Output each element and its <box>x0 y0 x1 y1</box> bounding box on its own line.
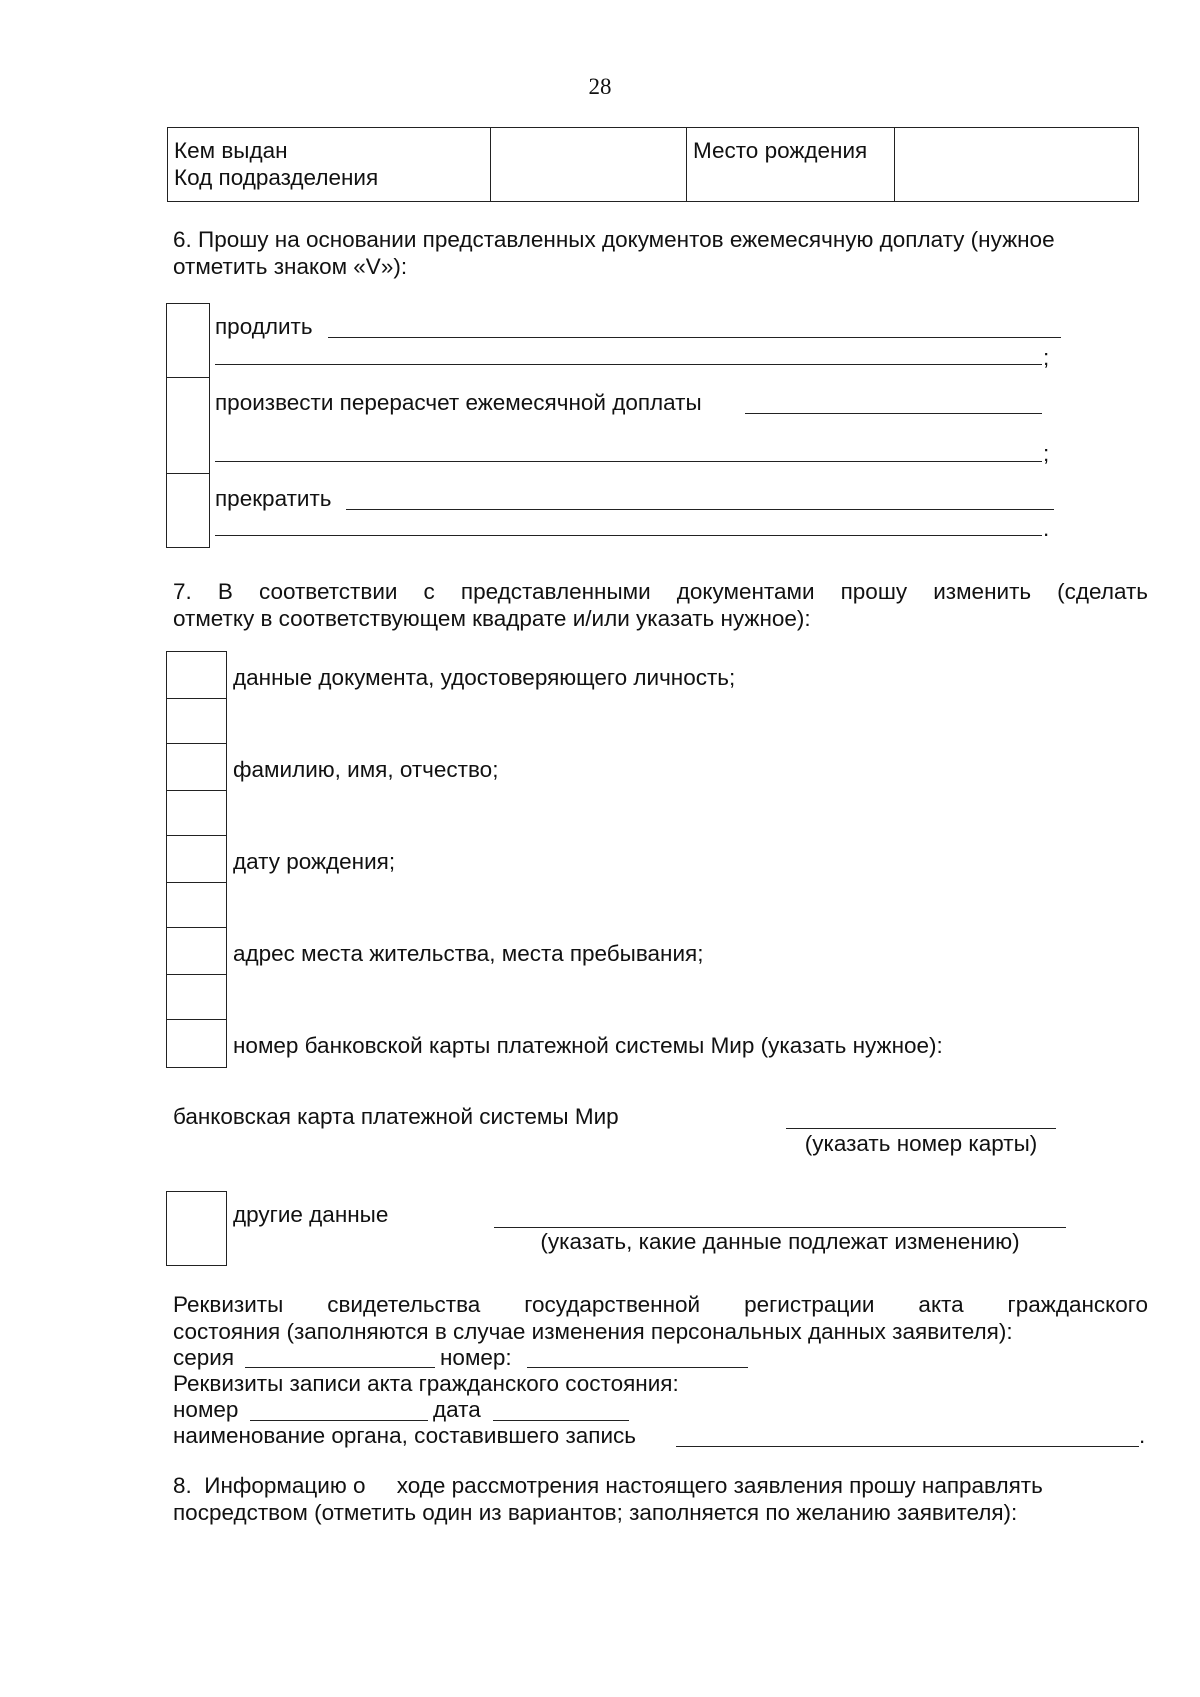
authority-end-mark: . <box>1139 1423 1146 1448</box>
other-data-line[interactable] <box>494 1227 1066 1228</box>
record-date-label: дата <box>433 1397 481 1422</box>
authority-line[interactable] <box>676 1446 1139 1447</box>
checkbox-spacer-3 <box>166 882 227 929</box>
record-title: Реквизиты записи акта гражданского состояния: <box>173 1371 679 1396</box>
section8-line2: посредством (отметить один из вариантов; заполняется по желанию заявителя): <box>173 1500 1018 1525</box>
section6-intro-line1: 6. Прошу на основании представленных документов ежемесячную доплату (нужное <box>173 227 1055 252</box>
passport-info-table <box>167 127 1139 202</box>
recalculate-fill-line-1[interactable] <box>745 413 1042 414</box>
option-birth-date-label: дату рождения; <box>233 849 396 874</box>
authority-label: наименование органа, составившего запись <box>173 1423 636 1448</box>
checkbox-spacer-1 <box>166 698 227 745</box>
extend-fill-line-1[interactable] <box>328 337 1061 338</box>
recalculate-fill-line-2[interactable] <box>215 461 1042 462</box>
issued-by-value[interactable] <box>491 128 687 202</box>
checkbox-birth-date[interactable] <box>166 835 227 884</box>
checkbox-spacer-4 <box>166 974 227 1021</box>
checkbox-other-data[interactable] <box>166 1191 227 1266</box>
birthplace-value[interactable] <box>895 128 1139 202</box>
checkbox-extend[interactable] <box>166 303 210 379</box>
extend-end-mark: ; <box>1043 345 1050 370</box>
record-number-line[interactable] <box>250 1420 428 1421</box>
bank-card-hint: (указать номер карты) <box>804 1131 1038 1156</box>
other-data-label: другие данные <box>233 1202 389 1227</box>
section7-intro-line2: отметку в соответствующем квадрате и/или указать нужное): <box>173 606 811 631</box>
checkbox-recalculate[interactable] <box>166 377 210 475</box>
extend-fill-line-2[interactable] <box>215 364 1042 365</box>
recalculate-end-mark: ; <box>1043 441 1050 466</box>
section8-line1: 8. Информацию о ходе рассмотрения настоящего заявления прошу направлять <box>173 1473 1043 1498</box>
checkbox-full-name[interactable] <box>166 743 227 792</box>
option-extend-label: продлить <box>215 314 313 339</box>
page-number: 28 <box>588 74 612 99</box>
checkbox-terminate[interactable] <box>166 473 210 548</box>
certificate-number-label: номер: <box>440 1345 512 1370</box>
checkbox-address[interactable] <box>166 927 227 976</box>
option-terminate-label: прекратить <box>215 486 332 511</box>
section6-intro-line2: отметить знаком «V»): <box>173 254 408 279</box>
checkbox-spacer-2 <box>166 790 227 837</box>
bank-card-number-line[interactable] <box>786 1128 1056 1129</box>
checkbox-bank-card[interactable] <box>166 1019 227 1068</box>
checkbox-identity-document[interactable] <box>166 651 227 700</box>
series-line[interactable] <box>245 1367 435 1368</box>
option-full-name-label: фамилию, имя, отчество; <box>233 757 499 782</box>
birthplace-label: Место рождения <box>687 128 895 202</box>
terminate-end-mark: . <box>1043 516 1050 541</box>
certificate-line2: состояния (заполняются в случае изменения персональных данных заявителя): <box>173 1319 1013 1344</box>
bank-card-label: банковская карта платежной системы Мир <box>173 1104 619 1129</box>
option-recalculate-label: произвести перерасчет ежемесячной доплаты <box>215 390 702 415</box>
certificate-number-line[interactable] <box>527 1367 748 1368</box>
option-bank-card-label: номер банковской карты платежной системы Мир (указать нужное): <box>233 1033 943 1058</box>
record-date-line[interactable] <box>493 1420 629 1421</box>
other-data-hint: (указать, какие данные подлежат изменению) <box>540 1229 1020 1254</box>
option-identity-document-label: данные документа, удостоверяющего личность; <box>233 665 736 690</box>
terminate-fill-line-1[interactable] <box>346 509 1054 510</box>
option-address-label: адрес места жительства, места пребывания; <box>233 941 704 966</box>
division-code-label: Код подразделения <box>174 164 379 190</box>
record-number-label: номер <box>173 1397 239 1422</box>
issued-by-label: Кем выдан <box>174 138 288 163</box>
section7-intro-line1: 7. В соответствии с представленными документами прошу изменить (сделать <box>173 579 1148 604</box>
terminate-fill-line-2[interactable] <box>215 535 1042 536</box>
issued-by-cell <box>168 128 491 202</box>
series-label: серия <box>173 1345 235 1370</box>
certificate-line1: Реквизиты свидетельства государственной регистрации акта гражданского <box>173 1292 1148 1317</box>
